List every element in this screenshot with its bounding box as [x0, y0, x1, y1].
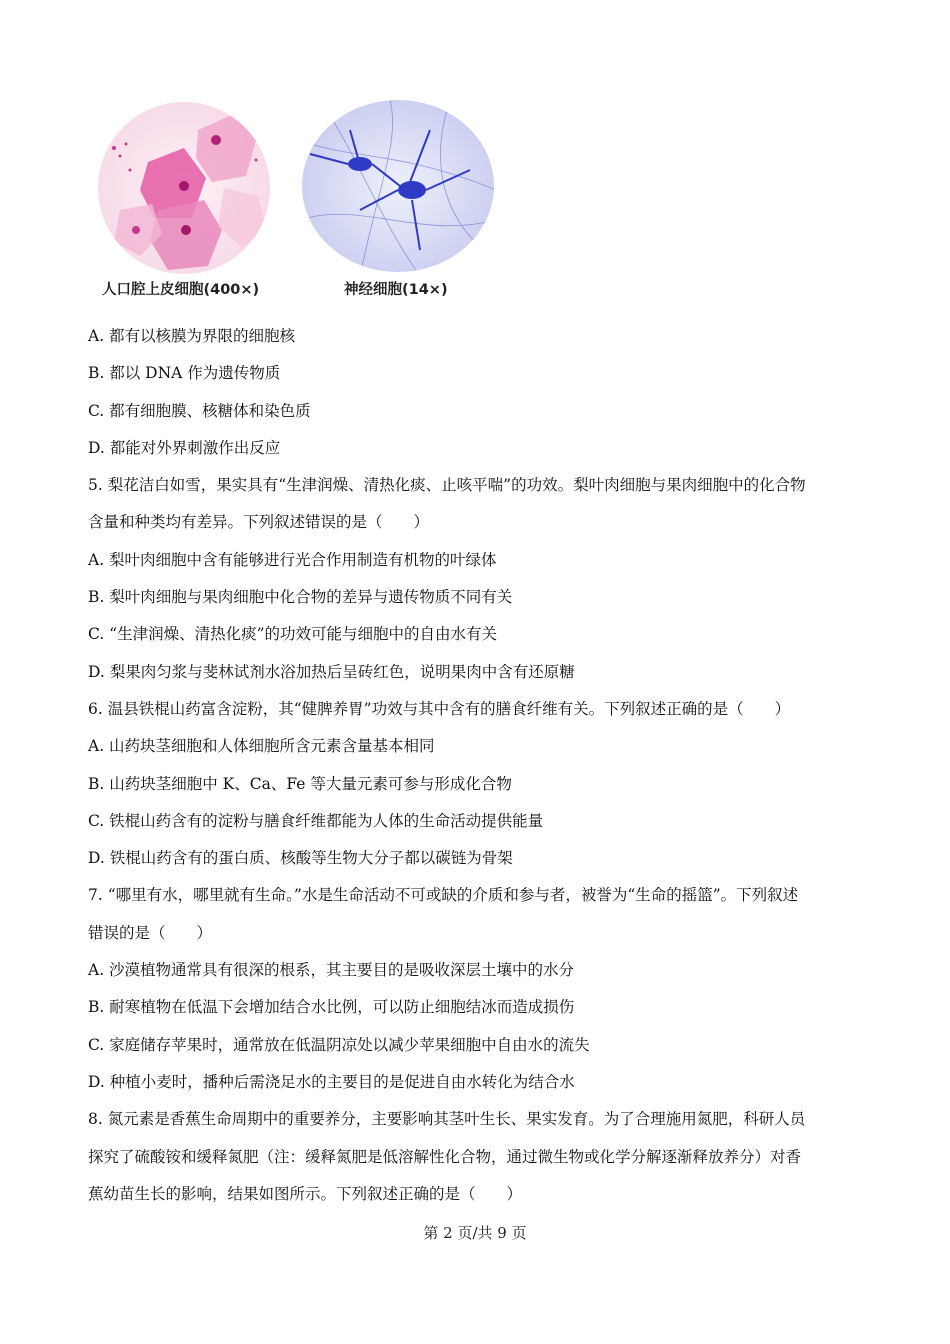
cheek-cell-micrograph: [96, 100, 272, 276]
option-a-q7: A. 沙漠植物通常具有很深的根系，其主要目的是吸收深层土壤中的水分: [88, 961, 575, 980]
option-b-q4: B. 都以 DNA 作为遗传物质: [88, 364, 281, 383]
question-8-stem-end: 蕉幼苗生长的影响，结果如图所示。下列叙述正确的是（ ）: [88, 1184, 523, 1203]
question-8-stem: 8. 氮元素是香蕉生命周期中的重要养分，主要影响其茎叶生长、果实发育。为了合理施用氮肥，科研人员: [88, 1110, 806, 1129]
option-a-q6: A. 山药块茎细胞和人体细胞所含元素含量基本相同: [88, 737, 435, 756]
option-d-q5: D. 梨果肉匀浆与斐林试剂水浴加热后呈砖红色，说明果肉中含有还原糖: [88, 662, 575, 681]
nerve-cell-caption: 神经细胞(14×): [344, 282, 448, 298]
option-a-q4: A. 都有以核膜为界限的细胞核: [88, 327, 296, 345]
option-c-q5: C. “生津润燥、清热化痰”的功效可能与细胞中的自由水有关: [88, 625, 498, 644]
question-text: [88, 318, 868, 1213]
option-d-q7: D. 种植小麦时，播种后需浇足水的主要目的是促进自由水转化为结合水: [88, 1072, 575, 1091]
option-d-q6: D. 铁棍山药含有的蛋白质、核酸等生物大分子都以碳链为骨架: [88, 849, 513, 868]
option-c-q6: C. 铁棍山药含有的淀粉与膳食纤维都能为人体的生命活动提供能量: [88, 811, 544, 830]
option-c-q4: C. 都有细胞膜、核糖体和染色质: [88, 401, 311, 420]
question-5-stem: 5. 梨花洁白如雪，果实具有“生津润燥、清热化痰、止咳平喘”的功效。梨叶肉细胞与果肉细胞中的化合物: [88, 476, 806, 495]
question-5-stem-cont: 含量和种类均有差异。下列叙述错误的是（ ）: [88, 513, 430, 532]
option-a-q5: A. 梨叶肉细胞中含有能够进行光合作用制造有机物的叶绿体: [88, 550, 497, 569]
question-6-stem: 6. 温县铁棍山药富含淀粉，其“健脾养胃”功效与其中含有的膳食纤维有关。下列叙述正确的是（ ）: [88, 699, 791, 718]
option-d-q4: D. 都能对外界刺激作出反应: [88, 438, 281, 457]
option-b-q6: B. 山药块茎细胞中 K、Ca、Fe 等大量元素可参与形成化合物: [88, 774, 512, 793]
option-b-q7: B. 耐寒植物在低温下会增加结合水比例，可以防止细胞结冰而造成损伤: [88, 998, 575, 1017]
question-7-stem-cont: 错误的是（ ）: [88, 923, 213, 942]
page-number: 第 2 页/共 9 页: [423, 1224, 527, 1242]
cheek-cell-caption: 人口腔上皮细胞(400×): [102, 282, 260, 298]
question-7-stem: 7. “哪里有水，哪里就有生命。”水是生命活动不可或缺的介质和参与者，被誉为“生命的摇篮”。下列叙述: [88, 886, 799, 905]
question-8-stem-cont: 探究了硫酸铵和缓释氮肥（注：缓释氮肥是低溶解性化合物，通过微生物或化学分解逐渐释放养分）对香: [88, 1147, 802, 1166]
option-c-q7: C. 家庭储存苹果时，通常放在低温阴凉处以减少苹果细胞中自由水的流失: [88, 1035, 590, 1054]
figure-area: [92, 100, 512, 310]
nerve-cell-micrograph: [300, 100, 496, 276]
option-b-q5: B. 梨叶肉细胞与果肉细胞中化合物的差异与遗传物质不同有关: [88, 588, 513, 607]
